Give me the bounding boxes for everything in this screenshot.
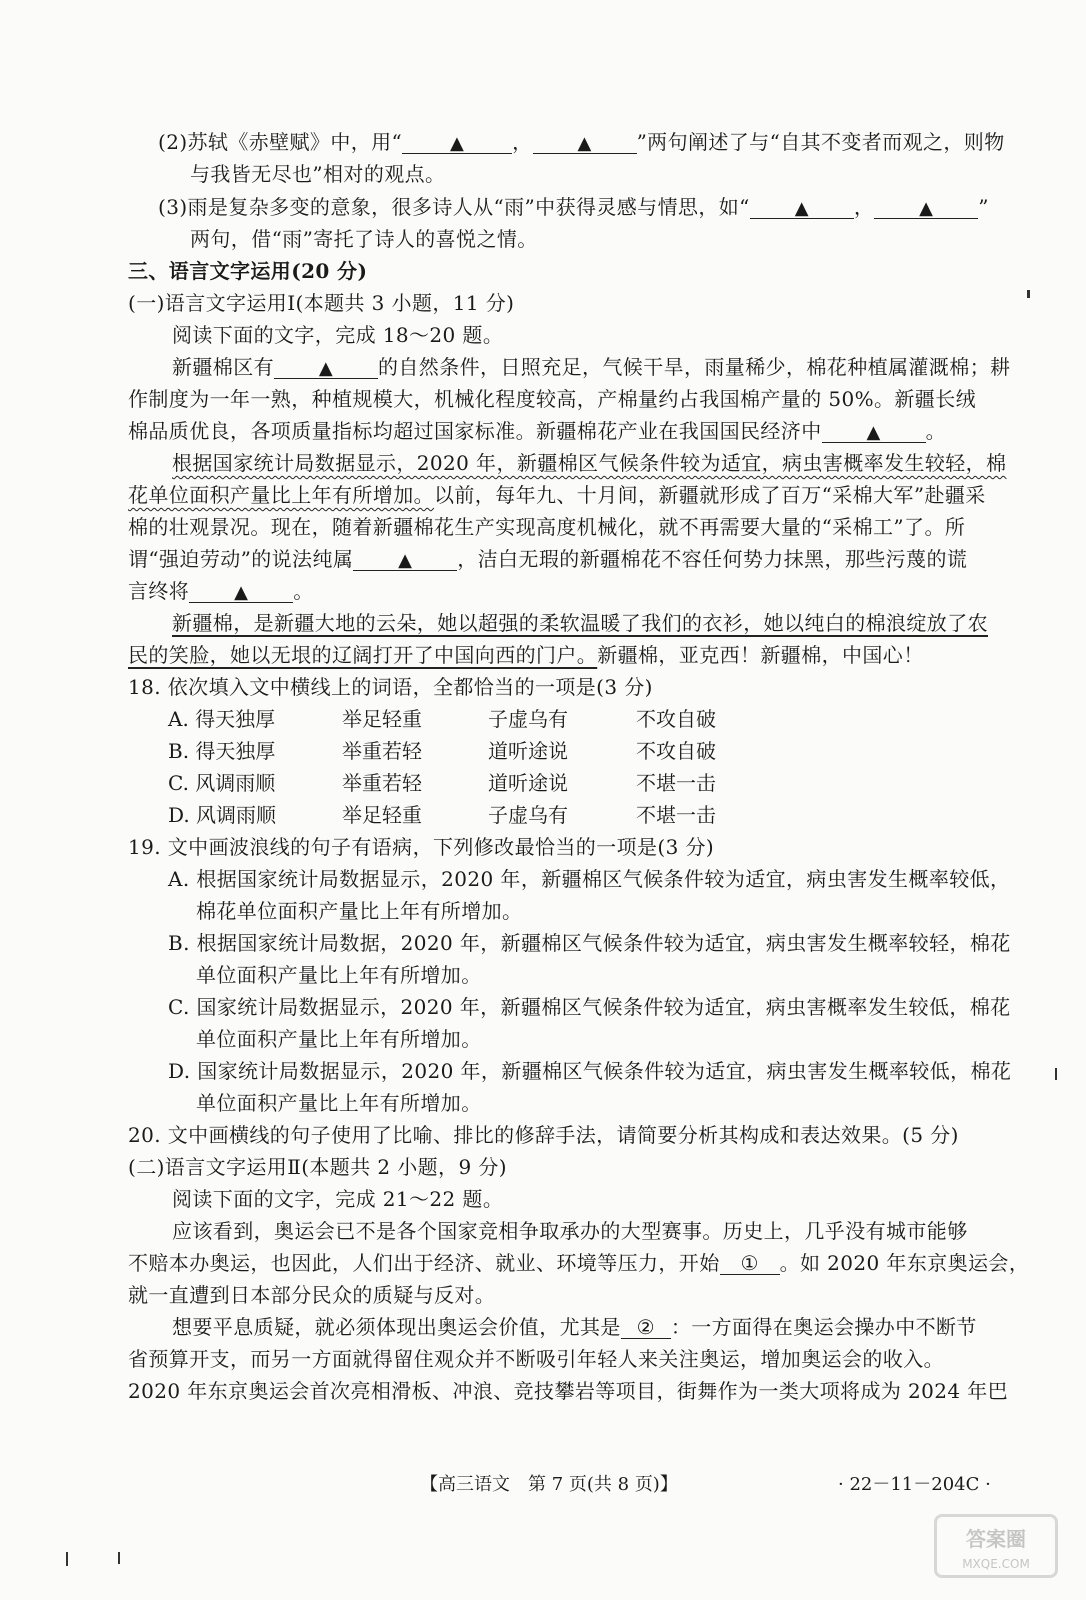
q18-option-b-word3: 道听途说: [488, 739, 568, 763]
q18-option-a-label: A. 得天独厚: [168, 707, 276, 731]
underlined-sentence: 民的笑脸，她以无垠的辽阔打开了中国向西的门户。: [128, 643, 598, 667]
scan-mark: [118, 1552, 120, 1564]
answer-blank: ▲: [533, 131, 637, 154]
q19-option-c-line2: 单位面积产量比上年有所增加。: [196, 1027, 482, 1051]
answer-blank: ▲: [822, 420, 926, 443]
q17-part2-line1: (2)苏轼《赤壁赋》中，用“ ▲ ， ▲ ”两句阐述了与“自其不变者而观之，则物: [158, 130, 1005, 154]
q19-option-d-line1: D. 国家统计局数据显示，2020 年，新疆棉区气候条件较为适宜，病虫害发生概率较低，棉花: [168, 1059, 1012, 1083]
passage-line: 花单位面积产量比上年有所增加。以前，每年九、十月间，新疆就形成了百万“采棉大军”赴疆采: [128, 483, 986, 507]
answer-blank-1: ①: [720, 1252, 780, 1275]
q19-option-b-line2: 单位面积产量比上年有所增加。: [196, 963, 482, 987]
footer-code: · 22－11－204C ·: [838, 1474, 991, 1495]
passage-line: 棉的壮观景况。现在，随着新疆棉花生产实现高度机械化，就不再需要大量的“采棉工”了。所: [128, 515, 966, 539]
passage-line: 作制度为一年一熟，种植规模大，机械化程度较高，产棉量约占我国棉产量的 50%。新疆长绒: [128, 387, 977, 411]
wavy-underlined-sentence: 根据国家统计局数据显示，2020 年，新疆棉区气候条件较为适宜，病虫害概率发生较轻，棉: [172, 451, 1007, 475]
subsection-title: (一)语言文字运用Ⅰ(本题共 3 小题，11 分): [128, 291, 515, 315]
q17-part3-line2: 两句，借“雨”寄托了诗人的喜悦之情。: [190, 227, 538, 251]
passage-line: 言终将 ▲ 。: [128, 579, 314, 603]
passage-line: 就一直遭到日本部分民众的质疑与反对。: [128, 1283, 496, 1307]
answer-blank: ▲: [189, 580, 293, 603]
passage-line: 应该看到，奥运会已不是各个国家竞相争取承办的大型赛事。历史上，几乎没有城市能够: [172, 1219, 968, 1243]
q18-option-d-word4: 不堪一击: [636, 803, 716, 827]
q19-option-c-line1: C. 国家统计局数据显示，2020 年，新疆棉区气候条件较为适宜，病虫害概率发生较低，棉花: [168, 995, 1011, 1019]
q18-option-b-label: B. 得天独厚: [168, 739, 276, 763]
q18-option-b-word2: 举重若轻: [342, 739, 422, 763]
site-watermark-logo: 答案圈 MXQE.COM: [934, 1514, 1058, 1578]
q18-option-c-word4: 不堪一击: [636, 771, 716, 795]
q19-option-a-line2: 棉花单位面积产量比上年有所增加。: [196, 899, 523, 923]
q18-option-d-word2: 举足轻重: [342, 803, 422, 827]
q17-part3-line1: (3)雨是复杂多变的意象，很多诗人从“雨”中获得灵感与情思，如“ ▲ ， ▲ ”: [158, 195, 989, 219]
passage-line: 棉品质优良，各项质量指标均超过国家标准。新疆棉花产业在我国国民经济中 ▲ 。: [128, 419, 947, 443]
question-19-stem: 19. 文中画波浪线的句子有语病，下列修改最恰当的一项是(3 分): [128, 835, 715, 859]
answer-blank: ▲: [874, 196, 978, 219]
passage-line: 新疆棉区有 ▲ 的自然条件，日照充足，气候干旱，雨量稀少，棉花种植属灌溉棉；耕: [172, 355, 1011, 379]
subsection-title: (二)语言文字运用Ⅱ(本题共 2 小题，9 分): [128, 1155, 507, 1179]
passage-line: [172, 609, 988, 637]
passage-line: 不赔本办奥运，也因此，人们出于经济、就业、环境等压力，开始 ① 。如 2020 年东京奥运会，: [128, 1251, 1030, 1275]
q19-option-d-line2: 单位面积产量比上年有所增加。: [196, 1091, 482, 1115]
q18-option-a-word4: 不攻自破: [636, 707, 716, 731]
question-20-stem: 20. 文中画横线的句子使用了比喻、排比的修辞手法，请简要分析其构成和表达效果。(5 分): [128, 1123, 959, 1147]
answer-blank-2: ②: [621, 1316, 671, 1339]
passage-line: 民的笑脸，她以无垠的辽阔打开了中国向西的门户。新疆棉，亚克西！新疆棉，中国心！: [128, 643, 924, 667]
wavy-underlined-sentence: 花单位面积产量比上年有所增加。: [128, 483, 434, 507]
q18-option-c-label: C. 风调雨顺: [168, 771, 276, 795]
q18-option-d-label: D. 风调雨顺: [168, 803, 277, 827]
q18-option-a-word2: 举足轻重: [342, 707, 422, 731]
q18-option-c-word2: 举重若轻: [342, 771, 422, 795]
q19-option-a-line1: A. 根据国家统计局数据显示，2020 年，新疆棉区气候条件较为适宜，病虫害发生概率较低，: [168, 867, 1011, 891]
underlined-sentence: 新疆棉，是新疆大地的云朵，她以超强的柔软温暖了我们的衣衫，她以纯白的棉浪绽放了农: [172, 611, 988, 635]
reading-intro: 阅读下面的文字，完成 18～20 题。: [172, 323, 504, 347]
answer-blank: ▲: [402, 131, 512, 154]
passage-line: 想要平息质疑，就必须体现出奥运会价值，尤其是 ② ：一方面得在奥运会操办中不断节: [172, 1315, 977, 1339]
q18-option-d-word3: 子虚乌有: [488, 803, 568, 827]
scan-mark: [1055, 1068, 1057, 1080]
section-title: 三、语言文字运用(20 分): [128, 259, 368, 283]
footer-page-info: 【高三语文 第 7 页(共 8 页)】: [420, 1474, 678, 1495]
passage-line: 省预算开支，而另一方面就得留住观众并不断吸引年轻人来关注奥运，增加奥运会的收入。: [128, 1347, 944, 1371]
reading-intro: 阅读下面的文字，完成 21～22 题。: [172, 1187, 504, 1211]
passage-line: [172, 449, 1006, 477]
answer-blank: ▲: [353, 548, 457, 571]
question-18-stem: 18. 依次填入文中横线上的词语，全都恰当的一项是(3 分): [128, 675, 653, 699]
q19-option-b-line1: B. 根据国家统计局数据，2020 年，新疆棉区气候条件较为适宜，病虫害发生概率较轻，棉花: [168, 931, 1011, 955]
answer-blank: ▲: [274, 356, 378, 379]
passage-line: 谓“强迫劳动”的说法纯属 ▲ ，洁白无瑕的新疆棉花不容任何势力抹黑，那些污蔑的谎: [128, 547, 968, 571]
scan-mark: [1027, 290, 1030, 298]
scan-mark: [66, 1552, 68, 1566]
q18-option-a-word3: 子虚乌有: [488, 707, 568, 731]
q18-option-c-word3: 道听途说: [488, 771, 568, 795]
answer-blank: ▲: [750, 196, 854, 219]
passage-line: 2020 年东京奥运会首次亮相滑板、冲浪、竞技攀岩等项目，街舞作为一类大项将成为 2024 年巴: [128, 1379, 1009, 1403]
q18-option-b-word4: 不攻自破: [636, 739, 716, 763]
q17-part2-line2: 与我皆无尽也”相对的观点。: [190, 162, 446, 186]
